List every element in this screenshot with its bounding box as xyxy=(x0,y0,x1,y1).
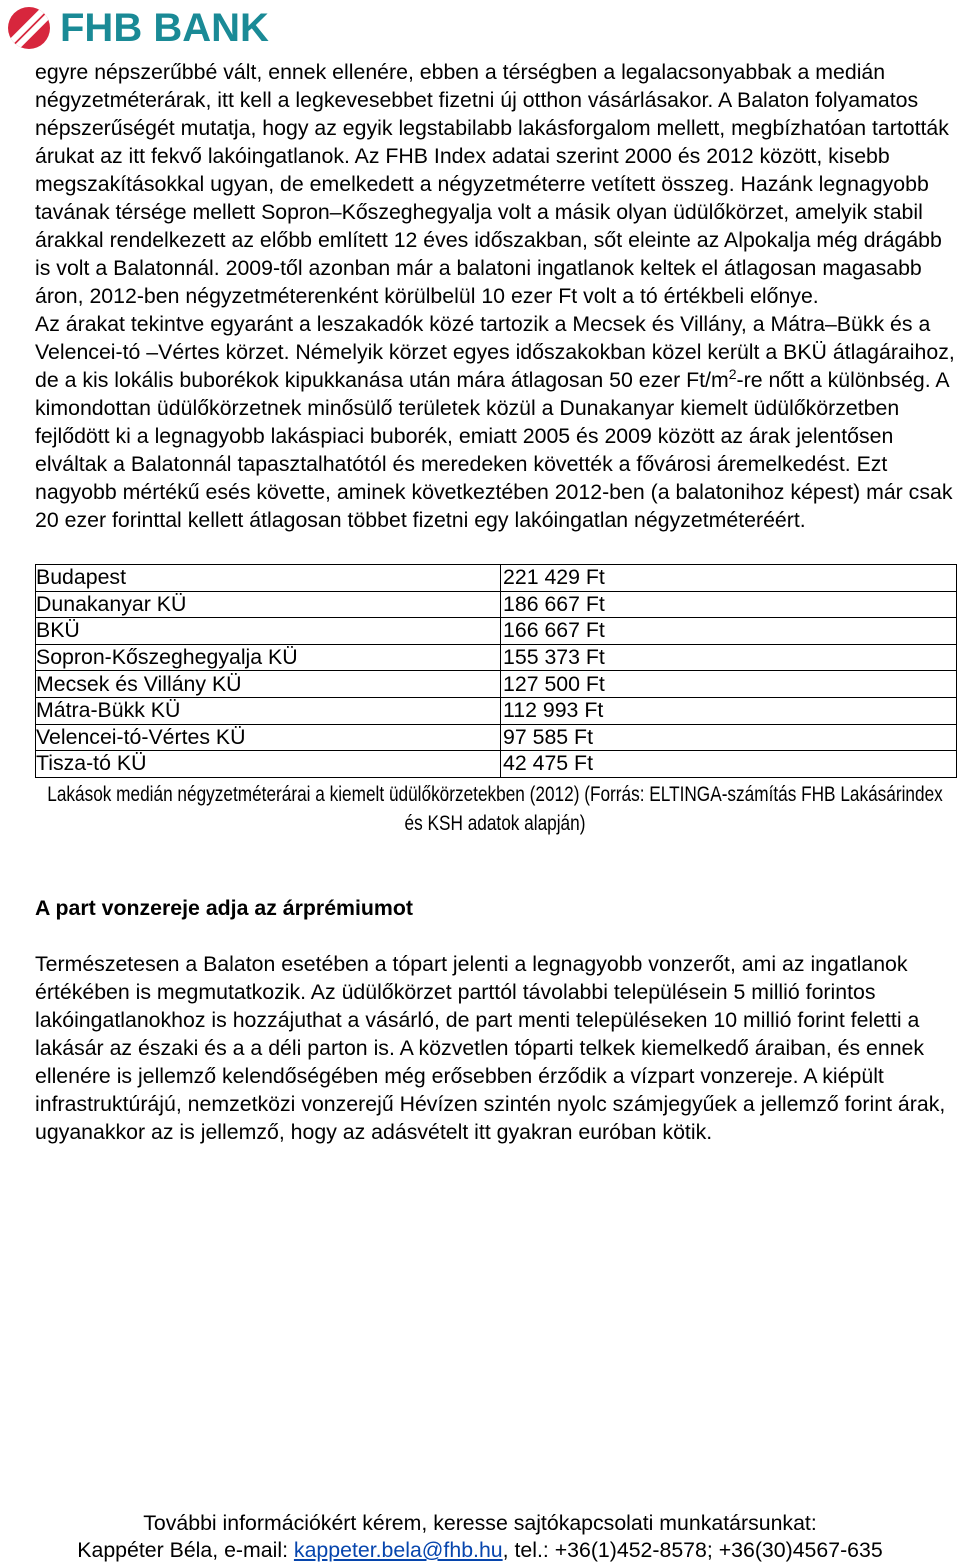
region-name: Velencei-tó-Vértes KÜ xyxy=(36,724,501,751)
footer-contact xyxy=(0,1510,960,1564)
region-name: Sopron-Kőszeghegyalja KÜ xyxy=(36,644,501,671)
logo-text: FHB BANK xyxy=(60,6,269,50)
table-row xyxy=(36,591,957,618)
contact-phone: , tel.: +36(1)452-8578; +36(30)4567-635 xyxy=(502,1538,883,1562)
median-price: 42 475 Ft xyxy=(501,751,957,778)
paragraph-balaton-text: egyre népszerűbbé vált, ennek ellenére, ebben a térségben a legalacsonyabbak a medián négyzetméterárak, itt kell a legkevesebbet fizetni új otthon vásárlásakor. A Balaton folyamatos népszerűségét mutatja, hogy az egyik legstabilabb lakásforgalom mellett, megbízhatóan tartották árukat az itt fekvő lakóingatlanok. Az FHB Index adatai szerint 2000 és 2012 között, kisebb megszakításokkal ugyan, de emelkedett a négyzetméterre vetített összeg. Hazánk legnagyobb tavának térsége mellett Sopron–Kőszeghegyalja volt a másik olyan üdülőkörzet, amelyik stabil árakkal rendelkezett az előbb említett 12 éves időszakban, sőt eleinte az Alpokalja még drágább is volt a Balatonnál. 2009-től azonban már a balatoni ingatlanok keltek el átlagosan magasabb áron, 2012-ben négyzetméterenként körülbelül 10 ezer Ft volt a tó értékbeli előnye. xyxy=(35,60,949,308)
median-price: 127 500 Ft xyxy=(501,671,957,698)
table-row xyxy=(36,618,957,645)
table-row xyxy=(36,671,957,698)
section-paragraph: Természetesen a Balaton esetében a tópart jelenti a legnagyobb vonzerőt, ami az ingatlanok értékében is megmutatkozik. Az üdülőkörzet parttól távolabbi településein 5 millió forintos lakóingatlanokhoz is hozzájuthat a vásárló, de part menti településeken 10 millió forint feletti a lakásár az északi és a a déli parton is. A közvetlen tóparti telkek kiemelkedő áraiban, és ennek ellenére is jellemző kelendőségében még erősebben érződik a vízpart vonzereje. A kiépült infrastruktúrájú, nemzetközi vonzerejű Hévízen szintén nyolc számjegyűek a jellemző forint árak, ugyanakkor az is jellemző, hogy az adásvételt itt gyakran euróban kötik. xyxy=(35,951,946,1144)
paragraph-price-gap-text-b: -re nőtt a különbség. A kimondottan üdülőkörzetnek minősülő területek közül a Dunakanyar kiemelt üdülőkörzetben fejlődött ki a legnagyobb lakáspiaci buborék, emiatt 2005 és 2009 között az árak jelentősen elváltak a Balatonnál tapasztalhatótól és meredeken követték a fővárosi áremelkedést. Ezt nagyobb mértékű esés követte, aminek következtében 2012-ben (a balatonihoz képest) már csak 20 ezer forinttal kellett átlagosan többet fizetni egy lakóingatlan négyzetméteréért. xyxy=(35,368,953,532)
region-name: Mátra-Bükk KÜ xyxy=(36,697,501,724)
footer-line2 xyxy=(0,1537,960,1564)
median-price: 112 993 Ft xyxy=(501,697,957,724)
price-table xyxy=(35,564,957,778)
email-link[interactable]: kappeter.bela@fhb.hu xyxy=(293,1538,503,1562)
section-heading: A part vonzereje adja az árprémiumot xyxy=(35,895,413,920)
fhb-logo-icon xyxy=(8,7,50,49)
median-price: 166 667 Ft xyxy=(501,618,957,645)
table-row xyxy=(36,565,957,592)
document-body xyxy=(35,58,955,1146)
table-caption: Lakások medián négyzetméterárai a kiemelt üdülőkörzetekben (2012) (Forrás: ELTINGA-számítás FHB Lakásárindex és KSH adatok alapján) xyxy=(47,782,943,835)
region-name: Dunakanyar KÜ xyxy=(36,591,501,618)
paragraph-price-gap-text-a: Az árakat tekintve egyaránt a leszakadók közé tartozik a Mecsek és Villány, a Mátra–Bükk és a Velencei-tó –Vértes körzet. Némelyik körzet egyes időszakokban közel került a BKÜ átlagáraihoz, de a kis lokális buborékok kipukkanása után mára átlagosan 50 ezer Ft/m xyxy=(35,312,955,392)
fhb-bank-logo xyxy=(8,6,269,50)
footer-line1: További információkért kérem, keresse sajtókapcsolati munkatársunkat: xyxy=(143,1511,817,1535)
superscript-2: 2 xyxy=(728,365,737,382)
table-row xyxy=(36,644,957,671)
region-name: Mecsek és Villány KÜ xyxy=(36,671,501,698)
table-row xyxy=(36,724,957,751)
contact-name: Kappéter Béla, e-mail: xyxy=(77,1538,294,1562)
paragraph-balaton-stability xyxy=(35,58,955,534)
table-row xyxy=(36,697,957,724)
median-price: 221 429 Ft xyxy=(501,565,957,592)
median-price: 155 373 Ft xyxy=(501,644,957,671)
median-price: 97 585 Ft xyxy=(501,724,957,751)
region-name: Budapest xyxy=(36,565,501,592)
table-row xyxy=(36,751,957,778)
median-price: 186 667 Ft xyxy=(501,591,957,618)
region-name: BKÜ xyxy=(36,618,501,645)
region-name: Tisza-tó KÜ xyxy=(36,751,501,778)
